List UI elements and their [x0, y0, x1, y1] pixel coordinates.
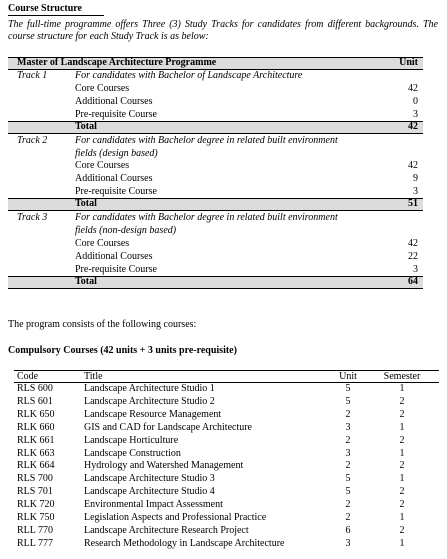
track-total-value: 42	[408, 120, 418, 132]
course-code: RLK 720	[17, 499, 55, 511]
track-row-unit: 42	[408, 82, 418, 94]
course-semester: 2	[399, 486, 405, 498]
track-label: Track 3	[17, 212, 48, 224]
track-row-unit: 42	[408, 160, 418, 172]
course-semester: 2	[399, 408, 405, 420]
total-bottom-rule	[8, 133, 423, 134]
track-row-unit: 3	[413, 186, 418, 198]
course-code: RLS 701	[17, 486, 53, 498]
course-unit: 3	[345, 447, 351, 459]
track-total-label: Total	[75, 198, 97, 210]
course-semester: 1	[399, 447, 405, 459]
col-header-code: Code	[17, 371, 39, 382]
track-row-label: Additional Courses	[75, 173, 153, 185]
course-code: RLK 650	[17, 408, 55, 420]
course-code: RLK 663	[17, 447, 55, 459]
col-header-unit: Unit	[339, 371, 357, 382]
course-code: RLS 700	[17, 473, 53, 485]
course-unit: 5	[345, 395, 351, 407]
track-total-value: 51	[408, 198, 418, 210]
track-row-label: Core Courses	[75, 237, 130, 249]
course-title: Legislation Aspects and Professional Practice	[84, 512, 267, 523]
course-title: Research Methodology in Landscape Architecture	[84, 537, 285, 549]
compulsory-heading: Compulsory Courses (42 units + 3 units pre-requisite)	[8, 345, 237, 356]
track-description: For candidates with Bachelor degree in related built environment	[75, 134, 338, 146]
structure-header-programme: Master of Landscape Architecture Programme	[17, 57, 217, 68]
track-row-label: Core Courses	[75, 82, 130, 94]
course-unit: 2	[345, 408, 351, 420]
track-row-label: Pre-requisite Course	[75, 108, 157, 120]
course-semester: 2	[399, 499, 405, 511]
course-semester: 2	[399, 395, 405, 407]
total-shade	[8, 277, 423, 288]
heading-underline	[8, 15, 104, 16]
course-title: Landscape Architecture Studio 2	[84, 395, 215, 407]
total-shade	[8, 122, 423, 133]
course-title: Landscape Architecture Research Project	[84, 524, 249, 536]
course-title: Landscape Horticulture	[84, 434, 179, 446]
course-unit: 6	[345, 524, 351, 536]
course-unit: 5	[345, 486, 351, 498]
total-bottom-rule	[8, 288, 423, 289]
course-code: RLS 600	[17, 383, 53, 394]
course-code: RLS 601	[17, 395, 53, 407]
course-title: Landscape Construction	[84, 447, 181, 459]
track-row-unit: 3	[413, 263, 418, 275]
col-header-semester: Semester	[383, 371, 421, 382]
course-semester: 1	[399, 421, 405, 433]
course-title: Landscape Resource Management	[84, 408, 222, 420]
track-total-label: Total	[75, 120, 97, 132]
course-code: RLK 750	[17, 512, 55, 523]
track-total-value: 64	[408, 275, 418, 287]
track-row-unit: 0	[413, 95, 418, 107]
course-semester: 1	[399, 512, 405, 523]
track-row-label: Additional Courses	[75, 95, 153, 107]
course-title: Landscape Architecture Studio 1	[84, 383, 215, 394]
track-row-unit: 42	[408, 237, 418, 249]
track-label: Track 1	[17, 70, 48, 81]
course-unit: 3	[345, 537, 351, 549]
program-text: The program consists of the following courses:	[8, 319, 197, 330]
course-semester: 2	[399, 524, 405, 536]
course-title: Landscape Architecture Studio 4	[84, 486, 215, 498]
total-shade	[8, 199, 423, 210]
intro-paragraph: The full-time programme offers Three (3) Study Tracks for candidates from different backgrounds. The course structure for each Study Track is as below:	[8, 19, 438, 42]
track-row-unit: 3	[413, 108, 418, 120]
course-title: GIS and CAD for Landscape Architecture	[84, 421, 252, 433]
course-semester: 1	[399, 473, 405, 485]
course-code: RLK 660	[17, 421, 55, 433]
track-row-unit: 9	[413, 173, 418, 185]
track-row-label: Pre-requisite Course	[75, 186, 157, 198]
course-unit: 2	[345, 460, 351, 472]
course-semester: 2	[399, 460, 405, 472]
courses-header-rule	[14, 382, 439, 383]
track-row-label: Additional Courses	[75, 250, 153, 262]
track-description: For candidates with Bachelor degree in related built environment	[75, 212, 338, 224]
course-semester: 2	[399, 434, 405, 446]
track-label: Track 2	[17, 134, 48, 146]
course-semester: 1	[399, 383, 405, 394]
course-code: RLL 777	[17, 537, 54, 549]
track-row-label: Pre-requisite Course	[75, 263, 157, 275]
track-description: For candidates with Bachelor of Landscape Architecture	[75, 70, 303, 81]
track-row-label: Core Courses	[75, 160, 130, 172]
course-unit: 2	[345, 512, 351, 523]
course-title: Hydrology and Watershed Management	[84, 460, 244, 472]
course-code: RLL 770	[17, 524, 54, 536]
course-code: RLK 664	[17, 460, 55, 472]
course-title: Landscape Architecture Studio 3	[84, 473, 215, 485]
course-unit: 3	[345, 421, 351, 433]
courses-top-rule	[14, 370, 439, 371]
course-semester: 1	[399, 537, 405, 549]
course-unit: 5	[345, 473, 351, 485]
course-title: Environmental Impact Assessment	[84, 499, 223, 511]
track-total-label: Total	[75, 275, 97, 287]
track-description: fields (design based)	[75, 147, 158, 159]
course-unit: 2	[345, 434, 351, 446]
track-row-unit: 22	[408, 250, 418, 262]
course-unit: 2	[345, 499, 351, 511]
section-heading: Course Structure	[8, 3, 82, 14]
structure-header-unit: Unit	[399, 57, 418, 68]
course-code: RLK 661	[17, 434, 55, 446]
col-header-title: Title	[84, 371, 103, 382]
track-description: fields (non-design based)	[75, 225, 177, 236]
total-bottom-rule	[8, 210, 423, 211]
course-unit: 5	[345, 383, 351, 394]
